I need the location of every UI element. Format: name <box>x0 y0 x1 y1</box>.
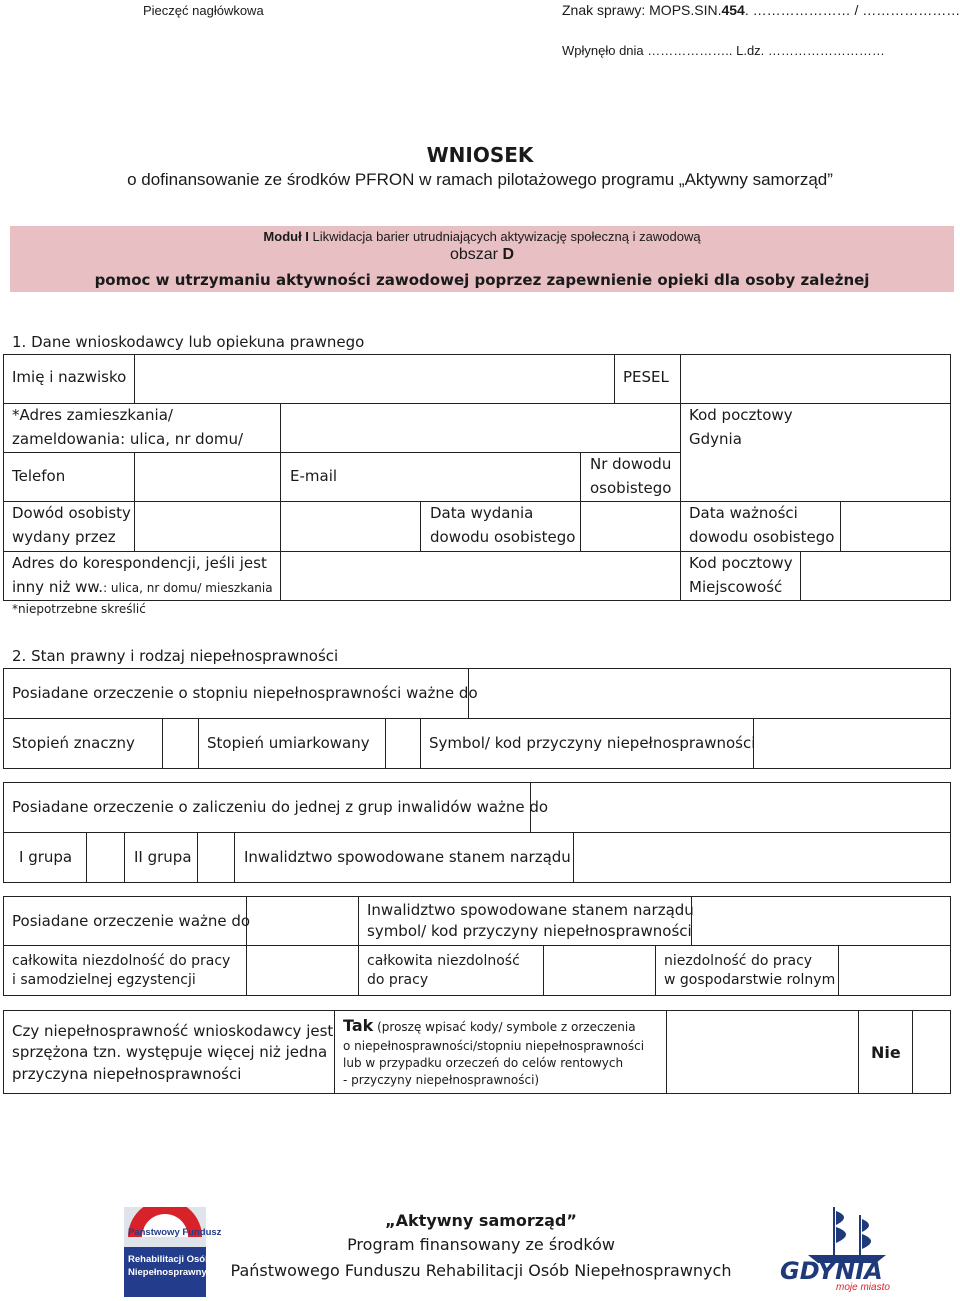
incap-farm-label-1: niezdolność do pracy <box>664 953 813 969</box>
stamp-label: Pieczęć nagłówkowa <box>143 3 264 18</box>
area-line <box>10 246 954 264</box>
id-valid-field[interactable] <box>842 503 949 550</box>
corr-address-field[interactable] <box>282 553 679 600</box>
case-suffix: . ………………… / ………………… <box>744 2 960 18</box>
group-1-checkbox[interactable] <box>88 834 123 882</box>
injury-symbol-field[interactable] <box>693 898 949 944</box>
yes-note-1: (proszę wpisać kody/ symbole z orzeczenia <box>373 1020 636 1034</box>
received-line: Wpłynęło dnia ……………….. L.dz. ……………………… <box>562 43 885 58</box>
id-issued-field[interactable] <box>136 503 419 550</box>
yes-note-4: - przyczyny niepełnosprawności) <box>343 1073 540 1087</box>
id-number-label-1: Nr dowodu <box>590 455 672 473</box>
corr-label-2 <box>12 578 273 596</box>
incap-farm-label-2: w gospodarstwie rolnym <box>664 972 836 988</box>
email-label: E-mail <box>290 467 338 485</box>
no-label: Nie <box>871 1043 901 1062</box>
coupled-label-1: Czy niepełnosprawność wnioskodawcy jest <box>12 1022 334 1040</box>
id-valid-label-2: dowodu osobistego <box>689 528 835 546</box>
incap-work-label-1: całkowita niezdolność <box>367 953 520 969</box>
corr-postal-field[interactable] <box>802 553 949 600</box>
cert-group-date-field[interactable] <box>532 784 949 831</box>
coupled-label-3: przyczyna niepełnosprawności <box>12 1065 242 1083</box>
pesel-label: PESEL <box>623 368 669 386</box>
pfron-logo <box>124 1207 222 1297</box>
id-issued-label-2: wydany przez <box>12 528 116 546</box>
corr-label-2a: inny niż ww. <box>12 578 104 596</box>
pesel-field[interactable] <box>682 356 949 402</box>
yes-codes-field[interactable] <box>668 1012 857 1092</box>
work-injury-field[interactable] <box>575 834 949 882</box>
pfron-logo-mark <box>124 1207 206 1297</box>
id-valid-label-1: Data ważności <box>689 504 798 522</box>
section2-heading: 2. Stan prawny i rodzaj niepełnosprawności <box>12 647 339 665</box>
email-field[interactable] <box>340 454 579 500</box>
degree-moderate-label: Stopień umiarkowany <box>207 734 370 752</box>
cert-group-label: Posiadane orzeczenie o zaliczeniu do jednej z grup inwalidów ważne do <box>12 798 549 816</box>
cert-valid-label: Posiadane orzeczenie ważne do <box>12 912 251 930</box>
degree-significant-checkbox[interactable] <box>164 720 197 768</box>
phone-field[interactable] <box>136 454 279 500</box>
pfron-logo-line-2: Rehabilitacji Osób <box>128 1254 211 1265</box>
cert-valid-date-field[interactable] <box>248 898 357 944</box>
injury-symbol-label-2: symbol/ kod przyczyny niepełnosprawności <box>367 922 692 940</box>
id-number-field[interactable] <box>682 405 949 500</box>
address-label-2: zameldowania: ulica, nr domu/ <box>12 430 244 448</box>
postal-label: Kod pocztowy <box>689 406 793 424</box>
module-rest: Likwidacja barier utrudniających aktywizację społeczną i zawodową <box>308 229 701 244</box>
area-description: pomoc w utrzymaniu aktywności zawodowej poprzez zapewnienie opieki dla osoby zależnej <box>94 271 870 289</box>
group-2-checkbox[interactable] <box>199 834 233 882</box>
corr-label-2b: : ulica, nr domu/ mieszkania <box>103 581 273 595</box>
incap-full-label-2: i samodzielnej egzystencji <box>12 972 196 988</box>
yes-label: Tak <box>343 1016 374 1035</box>
id-date-label-2: dowodu osobistego <box>430 528 576 546</box>
incap-work-label-2: do pracy <box>367 972 429 988</box>
coupled-label-2: sprzężona tzn. występuje więcej niż jedna <box>12 1043 328 1061</box>
id-number-label-2: osobistego <box>590 479 672 497</box>
case-label: Znak sprawy: MOPS.SIN. <box>562 2 722 18</box>
incap-full-label-1: całkowita niezdolność do pracy <box>12 953 231 969</box>
corr-label-1: Adres do korespondencji, jeśli jest <box>12 554 267 572</box>
yes-note-3: lub w przypadku orzeczeń do celów rentowych <box>343 1056 624 1070</box>
module-line <box>10 229 954 244</box>
page-title: WNIOSEK <box>426 143 534 167</box>
gdynia-tagline: moje miasto <box>836 1282 890 1293</box>
pfron-logo-line-1: Państwowy Fundusz <box>128 1227 222 1238</box>
degree-significant-label: Stopień znaczny <box>12 734 135 752</box>
degree-moderate-checkbox[interactable] <box>387 720 419 768</box>
injury-symbol-label-1: Inwalidztwo spowodowane stanem narządu <box>367 901 694 919</box>
gdynia-logo-text: GDYNIA <box>780 1257 883 1285</box>
incap-work-field[interactable] <box>545 947 654 995</box>
city-value: Gdynia <box>689 430 742 448</box>
cert-degree-label: Posiadane orzeczenie o stopniu niepełnosprawności ważne do <box>12 684 478 702</box>
yes-note-2: o niepełnosprawności/stopniu niepełnosprawności <box>343 1039 645 1053</box>
footer-line-2: Program finansowany ze środków <box>347 1235 615 1254</box>
group-1-label: I grupa <box>19 848 73 866</box>
case-number: 454 <box>721 2 745 18</box>
incap-farm-field[interactable] <box>840 947 949 995</box>
pfron-logo-line-3: Niepełnosprawnych <box>128 1267 218 1278</box>
group-2-label: II grupa <box>134 848 192 866</box>
incap-full-field[interactable] <box>248 947 357 995</box>
case-number-line <box>562 2 960 18</box>
no-checkbox[interactable] <box>914 1012 949 1092</box>
symbol-field[interactable] <box>755 720 949 768</box>
work-injury-label: Inwalidztwo spowodowane stanem narządu <box>244 848 571 866</box>
corr-city-label: Miejscowość <box>689 578 783 596</box>
area-prefix: obszar <box>449 246 503 263</box>
phone-label: Telefon <box>12 467 66 485</box>
module-bold: Moduł I <box>263 229 309 244</box>
gdynia-logo <box>778 1203 896 1295</box>
cert-degree-date-field[interactable] <box>470 670 949 717</box>
yes-line <box>343 1016 636 1036</box>
id-date-label-1: Data wydania <box>430 504 534 522</box>
id-date-field[interactable] <box>582 503 679 550</box>
footnote: *niepotrzebne skreślić <box>12 602 146 616</box>
footer-line-3: Państwowego Funduszu Rehabilitacji Osób Niepełnosprawnych <box>230 1261 732 1280</box>
name-label: Imię i nazwisko <box>12 368 127 386</box>
section1-heading: 1. Dane wnioskodawcy lub opiekuna prawnego <box>12 333 365 351</box>
corr-postal-label: Kod pocztowy <box>689 554 793 572</box>
footer-program: „Aktywny samorząd” <box>385 1211 577 1230</box>
name-field[interactable] <box>136 356 612 402</box>
symbol-label: Symbol/ kod przyczyny niepełnosprawności <box>429 734 756 752</box>
address-field[interactable] <box>282 405 678 451</box>
page-subtitle: o dofinansowanie ze środków PFRON w ramach pilotażowego programu „Aktywny samorząd” <box>127 170 833 189</box>
address-label-1: *Adres zamieszkania/ <box>12 406 173 424</box>
id-issued-label-1: Dowód osobisty <box>12 504 131 522</box>
area-letter: D <box>502 246 515 263</box>
